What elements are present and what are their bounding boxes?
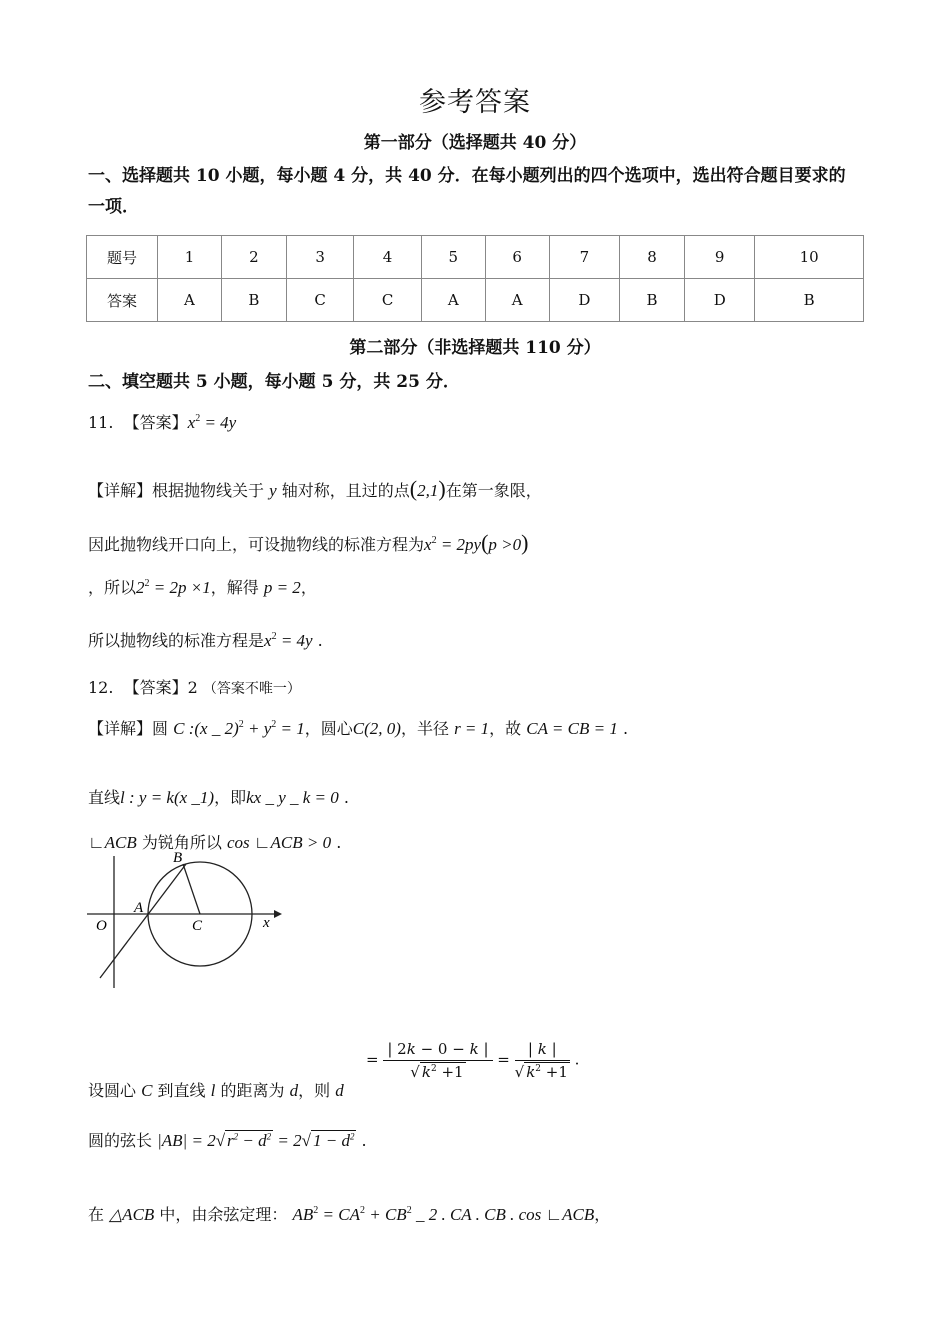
detail-tag: 【详解】: [88, 719, 153, 738]
formula: $x^2 = 4y$: [264, 631, 313, 650]
section-two-heading: 二、填空题共 5 小题，每小题 5 分，共 25 分．: [88, 372, 460, 392]
q12-cosine-line: 在 △ACB 中，由余弦定理： $AB^2 = CA^2 + CB^2$ _ 2 . CA . CB . cos ∟ACB，: [88, 1205, 611, 1224]
table-cell: 1: [158, 236, 222, 279]
formula: ∟ACB: [88, 833, 137, 852]
answer-value: 2: [187, 678, 198, 697]
section-one-heading: 一、选择题共 10 小题，每小题 4 分，共 40 分．在每小题列出的四个选项中，选出符合题目要求的一项．: [88, 166, 846, 217]
formula: $x^2 = 2py(p >0)$: [424, 530, 529, 555]
formula: y: [269, 481, 277, 500]
label-a: A: [134, 900, 144, 916]
text: 所以抛物线的标准方程是: [88, 631, 265, 650]
table-cell: 8: [620, 236, 685, 279]
text: ，圆心: [304, 719, 353, 738]
formula: l: [210, 1081, 216, 1100]
formula: $AB^2 = CA^2 + CB^2$ _ 2 . CA . CB . cos ∟ACB: [292, 1205, 595, 1224]
table-cell: B: [755, 279, 864, 322]
table-header-cell: 答案: [87, 279, 158, 322]
page-title: 参考答案: [419, 87, 531, 118]
text: ，即: [214, 788, 247, 807]
question-number: 11.: [88, 413, 114, 432]
table-cell: D: [685, 279, 755, 322]
table-cell: 2: [221, 236, 286, 279]
line-l: [100, 864, 186, 978]
label-o: O: [96, 918, 107, 934]
table-cell: 3: [286, 236, 353, 279]
segment-bc: [183, 864, 200, 914]
answer-note: （答案不唯一）: [202, 681, 301, 697]
label-b: B: [173, 850, 183, 866]
text: 中，由余弦定理：: [159, 1205, 288, 1224]
formula: $2^2 = 2p \times 1$: [136, 578, 211, 597]
table-cell: A: [485, 279, 549, 322]
q11-answer-line: [88, 410, 236, 433]
answer-tag: 【答案】: [123, 413, 188, 432]
circle-diagram: [84, 848, 284, 993]
q12-distance-line: [88, 1078, 344, 1101]
table-cell: 4: [354, 236, 421, 279]
table-row: [87, 279, 864, 322]
formula: p = 2: [263, 578, 301, 597]
q12-answer-line: [88, 675, 301, 698]
detail-tag: 【详解】: [88, 481, 153, 500]
q11-line3: ，所以$2^2 = 2p \times 1$，解得 p = 2，: [88, 578, 317, 597]
text: 因此抛物线开口向上，可设抛物线的标准方程为: [88, 535, 425, 554]
formula: r = 1: [454, 719, 490, 738]
table-cell: A: [158, 279, 222, 322]
table-cell: 6: [485, 236, 549, 279]
text: ，故: [489, 719, 522, 738]
text: 在: [88, 1205, 105, 1224]
text: 圆: [152, 719, 169, 738]
text: ，所以: [88, 578, 137, 597]
table-row: [87, 236, 864, 279]
q11-line4: 所以抛物线的标准方程是$x^2 = 4y$ .: [88, 631, 323, 650]
formula: CA = CB = 1: [526, 719, 618, 738]
text: ，解得: [210, 578, 259, 597]
question-number: 12.: [88, 678, 114, 697]
q12-line-eq: 直线l : y = k(x _1)，即kx _ y _ k = 0 .: [88, 788, 349, 807]
text: 根据抛物线关于: [152, 481, 265, 500]
table-cell: A: [421, 279, 485, 322]
q12-chord-line: 圆的弦长 |AB| = 2√ $r^2 - d^2 = 2√$ $1 - d^2$ .: [88, 1131, 367, 1150]
text: ，半径: [400, 719, 449, 738]
formula: d: [335, 1081, 344, 1100]
part-two-heading: 第二部分（非选择题共 110 分）: [349, 338, 601, 358]
table-header-cell: 题号: [87, 236, 158, 279]
table-cell: 5: [421, 236, 485, 279]
q12-acute-line: ∟ACB 为锐角所以 cos ∟ACB > 0 .: [88, 833, 342, 852]
distance-fraction: = $\frac{| 2k - 0 - k |}{√ k^2 +1}$ = $\frac{| k |}{√ k^2 +1}$ .: [366, 1040, 580, 1081]
formula: cos ∟ACB > 0: [226, 833, 332, 852]
formula: l : y = k(x _1): [120, 788, 215, 807]
text: ，则: [298, 1081, 331, 1100]
formula: (2,1): [409, 476, 446, 501]
formula: |AB| = 2√ $r^2 - d^2 = 2√$ $1 - d^2$: [157, 1131, 355, 1150]
text: 到直线: [157, 1081, 206, 1100]
q12-detail-line: 【详解】圆 C :(x _ $2)^2 + y^2 = 1$，圆心C(2, 0)，半径 r = 1，故 CA = CB = 1 .: [88, 719, 629, 738]
text: 的距离为: [220, 1081, 285, 1100]
formula: d: [289, 1081, 299, 1100]
text: 轴对称，且过的点: [281, 481, 410, 500]
table-cell: B: [620, 279, 685, 322]
table-cell: B: [221, 279, 286, 322]
table-cell: D: [549, 279, 619, 322]
formula: C: [141, 1081, 153, 1100]
part-one-heading: 第一部分（选择题共 40 分）: [363, 133, 587, 153]
label-x: x: [263, 915, 270, 931]
formula: $x^2 = 4y$: [187, 413, 237, 432]
text: 直线: [88, 788, 121, 807]
formula: C(2, 0): [352, 719, 401, 738]
formula: C :(x _ $2)^2 + y^2 = 1$: [173, 719, 305, 738]
label-c: C: [192, 918, 203, 934]
table-cell: C: [286, 279, 353, 322]
text: 圆的弦长: [88, 1131, 153, 1150]
answer-table: [86, 235, 864, 322]
text: 在第一象限，: [445, 481, 542, 500]
answer-tag: 【答案】: [123, 678, 188, 697]
text: 设圆心: [88, 1081, 137, 1100]
q11-line2: [88, 530, 528, 556]
text: 为锐角所以: [141, 833, 222, 852]
table-cell: 9: [685, 236, 755, 279]
q11-detail-line: [88, 476, 542, 502]
table-cell: 7: [549, 236, 619, 279]
table-cell: 10: [755, 236, 864, 279]
formula: △ACB: [109, 1205, 155, 1224]
x-axis-arrow: [274, 910, 282, 918]
formula: kx _ y _ k = 0: [246, 788, 339, 807]
table-cell: C: [354, 279, 421, 322]
